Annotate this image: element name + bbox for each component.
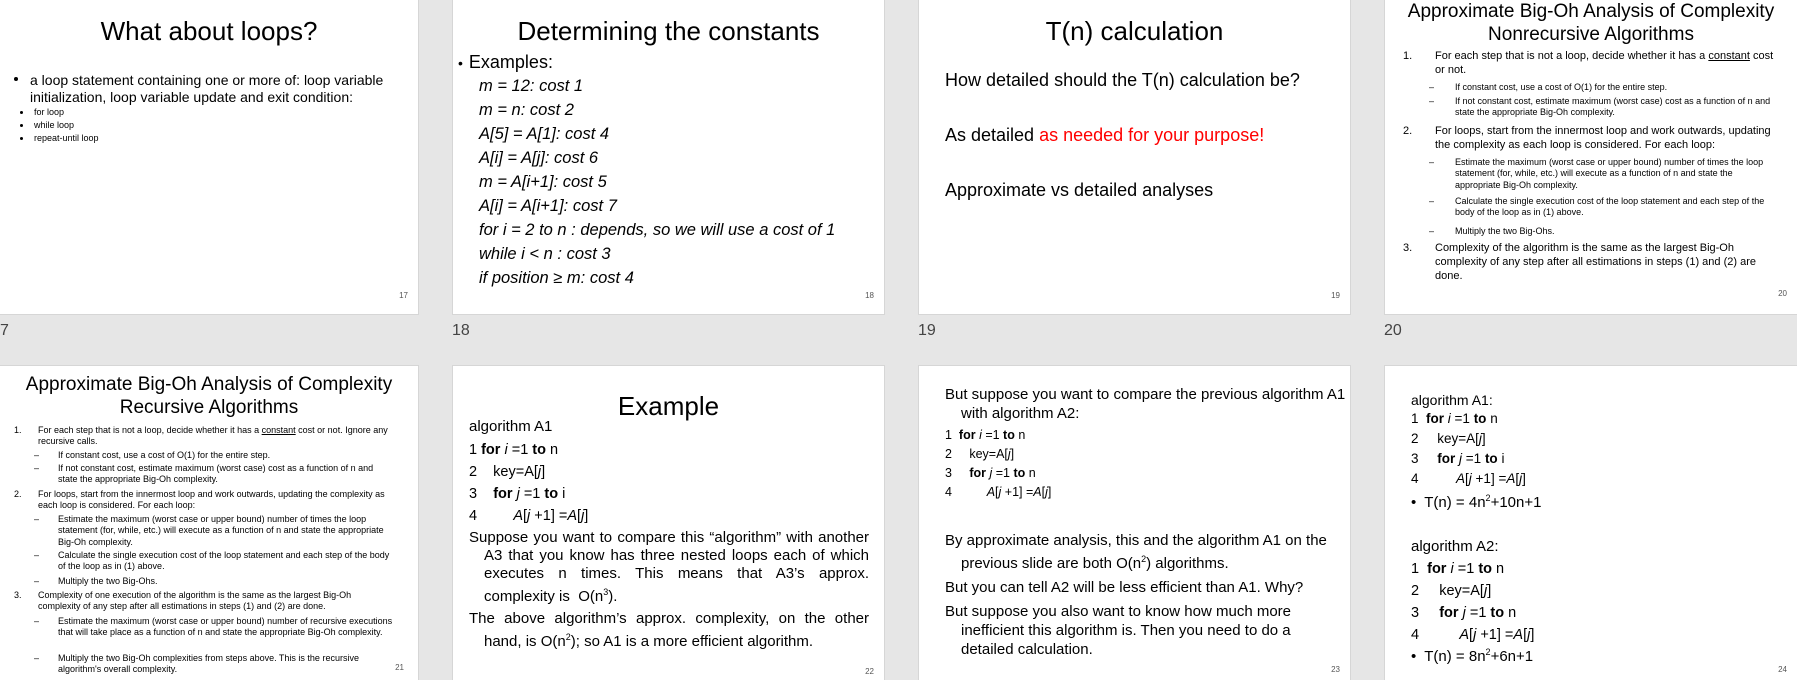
example-line: A[5] = A[1]: cost 4 <box>479 125 610 143</box>
slide-bullet: • Examples: <box>458 52 553 72</box>
step-2: For loops, start from the innermost loop and work outwards, updating the complexity as each loop is considered. For each loop: <box>38 489 385 511</box>
slide-label-20: 20 <box>1384 322 1402 339</box>
slide-number: 17 <box>399 291 408 300</box>
slide-number: 18 <box>865 291 874 300</box>
step-2-detail: Calculate the single execution cost of the loop statement and each step of the body of the loop as in (1) above. <box>58 550 390 572</box>
slide-thumbnail-24[interactable] <box>1385 366 1797 680</box>
step-3: Complexity of one execution of the algorithm is the same as the largest Big-Oh complexity of any step after all estimations in steps (1) and (2) are done. <box>38 590 352 612</box>
question-text: How detailed should the T(n) calculation be? <box>945 70 1300 90</box>
slide-number: 22 <box>865 667 874 676</box>
sub-bullet: while loop <box>34 120 74 130</box>
example-line: m = n: cost 2 <box>479 101 574 119</box>
slide-number: 20 <box>1778 289 1787 298</box>
step-1-detail: If constant cost, use a cost of O(1) for the entire step. <box>58 450 271 460</box>
step-1: For each step that is not a loop, decide whether it has a constant cost or not. <box>1435 50 1774 76</box>
example-line: A[i] = A[i+1]: cost 7 <box>479 197 617 215</box>
step-1-detail: If not constant cost, estimate maximum (worst case) cost as a function of n and state the appropriate Big-Oh complexity. <box>58 463 374 485</box>
analysis-text: Approximate vs detailed analyses <box>945 180 1214 200</box>
slide-number: 24 <box>1778 665 1787 674</box>
step-2: For loops, start from the innermost loop and work outwards, updating the complexity as each loop is considered. For each loop: <box>1435 125 1771 151</box>
complexity-formula: • $T(n) = 8n^2+6n+1$ <box>1411 647 1534 665</box>
slide-thumbnail-22[interactable] <box>453 366 884 680</box>
algorithm-name: algorithm A1 <box>469 418 553 435</box>
slide-thumbnail-18[interactable] <box>453 0 884 314</box>
example-line: while i < n : cost 3 <box>479 245 611 263</box>
step-3-detail: Multiply the two Big-Oh complexities from steps above. This is the recursive algorithm's overall complexity. <box>58 653 359 675</box>
sub-bullet: for loop <box>34 107 64 117</box>
slide-number: 19 <box>1331 291 1340 300</box>
slide-label-18: 18 <box>452 322 470 339</box>
example-line: for i = 2 to n : depends, so we will use a cost of 1 <box>479 221 836 239</box>
algorithm-code: 1 for i =1 to n 2 key=A[j] 3 for j =1 to n 4 A[j +1] =A[j] <box>945 428 1052 499</box>
step-2-detail: Estimate the maximum (worst case or upper bound) number of times the loop statement (for, while, etc.) will execute as a function of n and state the appropriate Big-Oh complexity. <box>1455 157 1764 190</box>
slide-number: 23 <box>1331 665 1340 674</box>
complexity-formula: • $T(n) = 4n^2+10n+1$ <box>1411 493 1542 511</box>
slide-thumbnail-19[interactable] <box>919 0 1350 314</box>
slide-label-19: 19 <box>918 322 936 339</box>
algorithm-name: algorithm A1: <box>1411 392 1493 408</box>
slide-thumbnail-21[interactable]: Approximate Big-Oh Analysis of Complexity Recursive Algorithms 1. For each step that is not a loop, decide whether it has a constant cost or not. Ignore any recursive calls. – If constant cost, use a cost of O(1) for the entire step. – If not constant cost, estimate maximum (worst case) cost as a function of n and state the appropriate Big-Oh complexity. 2. For loops, start from the innermost loop and work outwards, updating the complexity as each loop is considered. For each loop: – Estimate the maximum (worst case or upper bound) number of times the loop statement (for, while, etc.) will execute as a function of n and state the appropriate Big-Oh complexity. – Calculate the single execution cost of the loop statement and each step of the body of the loop as in (1) above. – Multiply the two Big-Ohs. 3. Complexity of one execution of the algorithm is the same as the largest Big-Oh complexity of any step after all estimations in steps (1) and (2) are done. – Estimate the maximum (worst case or upper bound) number of recursive executions that will take place as a function of n and state the appropriate Big-Oh complexity. – Multiply the two Big-Oh complexities from steps above. This is the recursive algorithm's overall complexity. 21 <box>0 366 418 680</box>
example-line: A[i] = A[j]: cost 6 <box>479 149 599 167</box>
algorithm-code: 1 for i =1 to n 2 key=A[j] 3 for j =1 to n 4 A[j +1] =A[j] <box>1411 561 1535 643</box>
slide-number: 21 <box>395 663 404 672</box>
answer-text: As detailed as needed for your purpose! <box>945 125 1265 145</box>
slide-thumbnail-17[interactable] <box>0 0 418 314</box>
slide-thumbnail-20[interactable]: Approximate Big-Oh Analysis of Complexity Nonrecursive Algorithms 1. For each step that is not a loop, decide whether it has a constant cost or not. – If constant cost, use a cost of O(1) for the entire step. – If not constant cost, estimate maximum (worst case) cost as a function of n and state the appropriate Big-Oh complexity. 2. For loops, start from the innermost loop and work outwards, updating the complexity as each loop is considered. For each loop: – Estimate the maximum (worst case or upper bound) number of times the loop statement (for, while, etc.) will execute as a function of n and state the appropriate Big-Oh complexity. – Calculate the single execution cost of the loop statement and each step of the body of the loop as in (1) above. – Multiply the two Big-Ohs. 3. Complexity of the algorithm is the same as the largest Big-Oh complexity of any step after all estimations in steps (1) and (2) are done. 20 <box>1385 0 1797 314</box>
step-1-detail: If not constant cost, estimate maximum (worst case) cost as a function of n and state the appropriate Big-Oh complexity. <box>1455 96 1771 118</box>
sub-bullet: repeat-until loop <box>34 133 99 143</box>
paragraph: By approximate analysis, this and the algorithm A1 on the previous slide are both $O(n^2)$ algorithms. But you can tell A2 will be less efficient than A1. Why? But suppose you also want to know how much more inefficient this algorithm is. Then you need to do a detailed calculation. <box>945 532 1327 658</box>
step-3: Complexity of the algorithm is the same as the largest Big-Oh complexity of any step after all estimations in steps (1) and (2) are done. <box>1435 242 1756 282</box>
algorithm-name: algorithm A2: <box>1411 538 1499 555</box>
step-1-detail: If constant cost, use a cost of O(1) for the entire step. <box>1455 82 1668 92</box>
step-1: For each step that is not a loop, decide whether it has a constant cost or not. Ignore any recursive calls. <box>38 425 388 447</box>
intro-text: But suppose you want to compare the previous algorithm A1 with algorithm A2: <box>945 386 1346 422</box>
slide-title: Example <box>617 391 720 421</box>
examples-list <box>479 74 835 290</box>
example-line: m = 12: cost 1 <box>479 77 584 95</box>
bullet-text: a loop statement containing one or more of: loop variable initialization, loop variable update and exit condition: <box>30 72 384 106</box>
algorithm-code: 1 for i =1 to n 2 key=A[j] 3 for j =1 to i 4 A[j +1] =A[j] <box>1411 411 1526 486</box>
slide-title: Determining the constants <box>517 16 820 46</box>
example-line: if position ≥ m: cost 4 <box>479 269 634 287</box>
highlight-text: as needed for your purpose! <box>1039 125 1265 145</box>
step-2-detail: Estimate the maximum (worst case or upper bound) number of times the loop statement (for, while, etc.) will execute as a function of n and state the appropriate Big-Oh complexity. <box>58 514 384 547</box>
paragraph: Suppose you want to compare this “algorithm” with another A3 that you know has three nested loops each of which executes n times. This means that A3’s approx. complexity is $O(n^3)$. The above algorithm’s approx. complexity, on the other hand, is $O(n^2)$; so A1 is a more efficient algorithm. <box>469 529 869 650</box>
slide-title: What about loops? <box>100 16 318 46</box>
slide-label-17: 7 <box>0 322 9 339</box>
step-3-detail: Estimate the maximum (worst case or upper bound) number of recursive executions that will take place as a function of n and state the appropriate Big-Oh complexity. <box>58 616 393 638</box>
step-2-detail: Calculate the single execution cost of the loop statement and each step of the body of the loop as in (1) above. <box>1455 196 1765 218</box>
slide-title: Approximate Big-Oh Analysis of Complexity Recursive Algorithms <box>25 374 393 418</box>
slide-title: Approximate Big-Oh Analysis of Complexity Nonrecursive Algorithms <box>1407 1 1775 45</box>
slide-bullet <box>14 72 404 106</box>
slide-title: T(n) calculation <box>1045 16 1224 46</box>
example-line: m = A[i+1]: cost 5 <box>479 173 607 191</box>
step-2-detail: Multiply the two Big-Ohs. <box>1455 226 1555 236</box>
step-2-detail: Multiply the two Big-Ohs. <box>58 576 158 586</box>
slide-thumbnail-23[interactable] <box>919 366 1350 680</box>
algorithm-code: 1 for i =1 to n 2 key=A[j] 3 for j =1 to i 4 A[j +1] =A[j] <box>469 442 589 524</box>
